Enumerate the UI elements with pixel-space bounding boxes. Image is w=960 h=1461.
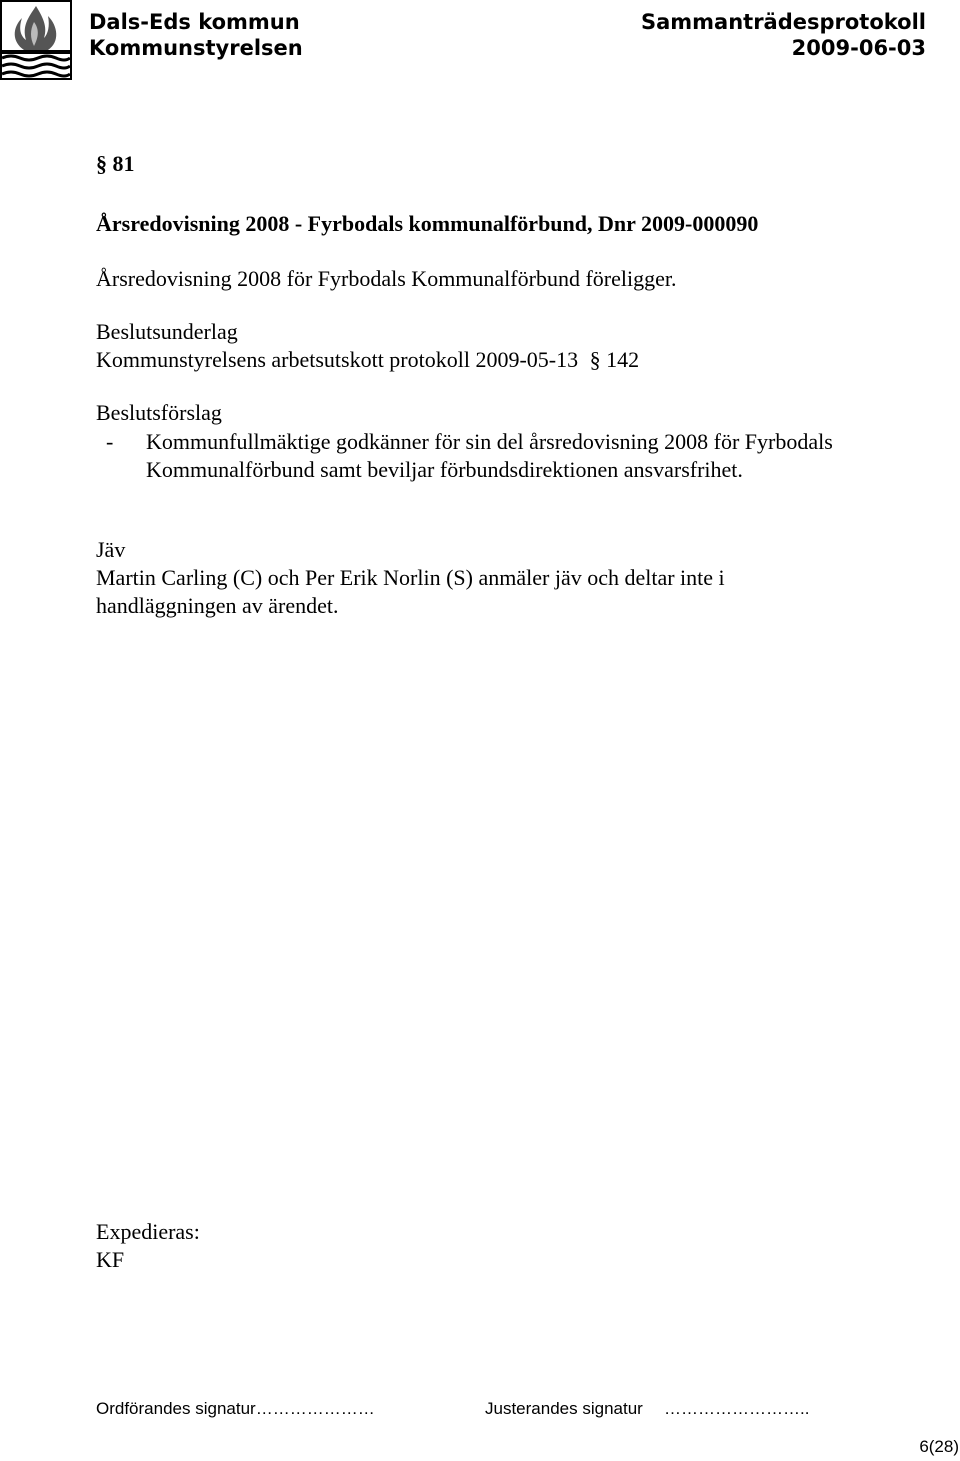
- section-sign: §: [96, 151, 107, 176]
- header-doc-type: Sammanträdesprotokoll: [640, 10, 926, 34]
- jav-heading: Jäv: [96, 537, 126, 562]
- page-number: 6(28): [919, 1437, 959, 1456]
- forslag-line-1: Kommunfullmäktige godkänner för sin del årsredovisning 2008 för Fyrbodals: [146, 429, 833, 454]
- underlag-heading: Beslutsunderlag: [96, 319, 238, 344]
- jav-line-2: handläggningen av ärendet.: [96, 593, 339, 618]
- item-title: Årsredovisning 2008 - Fyrbodals kommunalförbund, Dnr 2009-000090: [96, 211, 759, 236]
- expedieras-recipient: KF: [96, 1247, 125, 1272]
- header-date: 2009-06-03: [791, 36, 926, 60]
- intro-text: Årsredovisning 2008 för Fyrbodals Kommunalförbund föreligger.: [96, 266, 677, 291]
- underlag-text: [96, 346, 639, 374]
- underlag-text-main: Kommunstyrelsens arbetsutskott protokoll 2009-05-13: [96, 347, 579, 372]
- paragraph-number-value: 81: [112, 151, 135, 176]
- header-body: Kommunstyrelsen: [89, 36, 303, 60]
- header-org: Dals-Eds kommun: [89, 10, 300, 34]
- underlag-ref: 142: [606, 347, 640, 372]
- chair-signature: Ordförandes signatur…………………: [96, 1399, 375, 1418]
- adjuster-signature-label: Justerandes signatur: [485, 1399, 643, 1418]
- paragraph-number: [96, 150, 135, 178]
- forslag-line-2: Kommunalförbund samt beviljar förbundsdirektionen ansvarsfrihet.: [146, 457, 743, 482]
- adjuster-signature-line: ……………………..: [664, 1399, 810, 1418]
- forslag-dash: -: [106, 429, 114, 454]
- municipal-logo: [0, 0, 72, 80]
- forslag-heading: Beslutsförslag: [96, 400, 222, 425]
- jav-line-1: Martin Carling (C) och Per Erik Norlin (S) anmäler jäv och deltar inte i: [96, 565, 725, 590]
- expedieras-label: Expedieras:: [96, 1219, 200, 1244]
- underlag-section-sign: §: [589, 347, 601, 372]
